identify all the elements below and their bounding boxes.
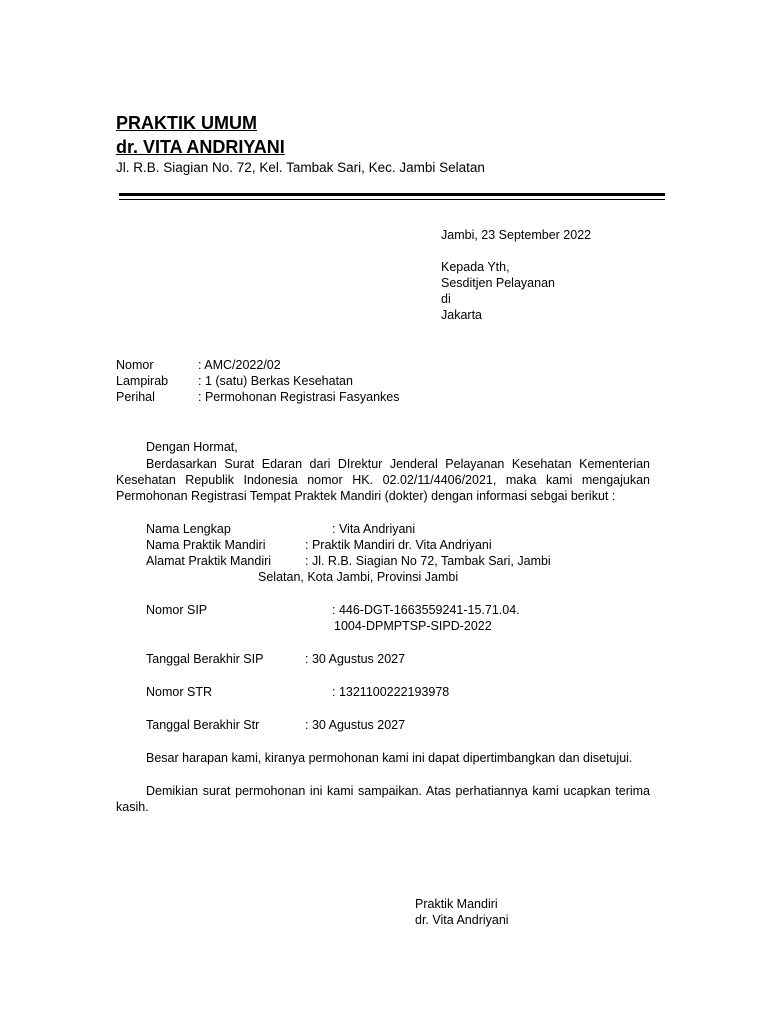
meta-nomor-value: : AMC/2022/02	[198, 358, 281, 372]
recipient-line-4: Jakarta	[441, 308, 482, 322]
letterhead-doctor-name: dr. VITA ANDRIYANI	[116, 137, 285, 157]
detail-alamat-label: Alamat Praktik Mandiri	[146, 554, 272, 568]
detail-praktik-value: : Praktik Mandiri dr. Vita Andriyani	[305, 538, 492, 552]
signature-line-2: dr. Vita Andriyani	[415, 913, 509, 927]
detail-nama-value: : Vita Andriyani	[332, 522, 416, 536]
recipient-line-3: di	[441, 292, 451, 306]
detail-sip-expiry-value: : 30 Agustus 2027	[305, 652, 406, 666]
meta-nomor-label: Nomor	[116, 358, 154, 372]
meta-lampiran-value: : 1 (satu) Berkas Kesehatan	[198, 374, 353, 388]
detail-str-expiry-value: : 30 Agustus 2027	[305, 718, 406, 732]
meta-lampiran-label: Lampirab	[116, 374, 169, 388]
recipient-line-1: Kepada Yth,	[441, 260, 510, 274]
greeting: Dengan Hormat,	[146, 440, 238, 454]
detail-sip-value-cont: 1004-DPMPTSP-SIPD-2022	[334, 619, 492, 633]
detail-str-value: : 1321100222193978	[332, 685, 450, 699]
letterhead-address: Jl. R.B. Siagian No. 72, Kel. Tambak Sari, Kec. Jambi Selatan	[116, 160, 485, 175]
intro-paragraph	[116, 456, 650, 504]
recipient-line-2: Sesditjen Pelayanan	[441, 276, 555, 290]
letterhead-title: PRAKTIK UMUM	[116, 113, 257, 133]
closing-paragraph-2	[116, 783, 650, 815]
detail-alamat-value-cont: Selatan, Kota Jambi, Provinsi Jambi	[258, 570, 459, 584]
signature-line-1: Praktik Mandiri	[415, 897, 498, 911]
letterhead-divider-thick	[119, 193, 665, 196]
detail-sip-value: : 446-DGT-1663559241-15.71.04.	[332, 603, 520, 617]
detail-str-label: Nomor STR	[146, 685, 212, 699]
detail-nama-label: Nama Lengkap	[146, 522, 231, 536]
closing-text-2: Demikian surat permohonan ini kami sampaikan. Atas perhatiannya kami ucapkan terima kasih.	[116, 784, 650, 814]
closing-paragraph-1	[116, 750, 650, 766]
meta-perihal-label: Perihal	[116, 390, 155, 404]
detail-praktik-label: Nama Praktik Mandiri	[146, 538, 266, 552]
letter-date: Jambi, 23 September 2022	[441, 228, 592, 242]
meta-perihal-value: : Permohonan Registrasi Fasyankes	[198, 390, 400, 404]
detail-alamat-value: : Jl. R.B. Siagian No 72, Tambak Sari, Jambi	[305, 554, 551, 568]
detail-sip-expiry-label: Tanggal Berakhir SIP	[146, 652, 264, 666]
letterhead-divider-thin	[119, 199, 665, 200]
detail-sip-label: Nomor SIP	[146, 603, 208, 617]
closing-text-1: Besar harapan kami, kiranya permohonan kami ini dapat dipertimbangkan dan disetujui.	[146, 751, 633, 765]
detail-str-expiry-label: Tanggal Berakhir Str	[146, 718, 260, 732]
intro-text: Berdasarkan Surat Edaran dari DIrektur Jenderal Pelayanan Kesehatan Kementerian Kesehatan Republik Indonesia nomor HK. 02.02/11/4406/2021, maka kami mengajukan Permohonan Registrasi Tempat Praktek Mandiri (dokter) dengan informasi sebgai berikut :	[116, 457, 650, 503]
